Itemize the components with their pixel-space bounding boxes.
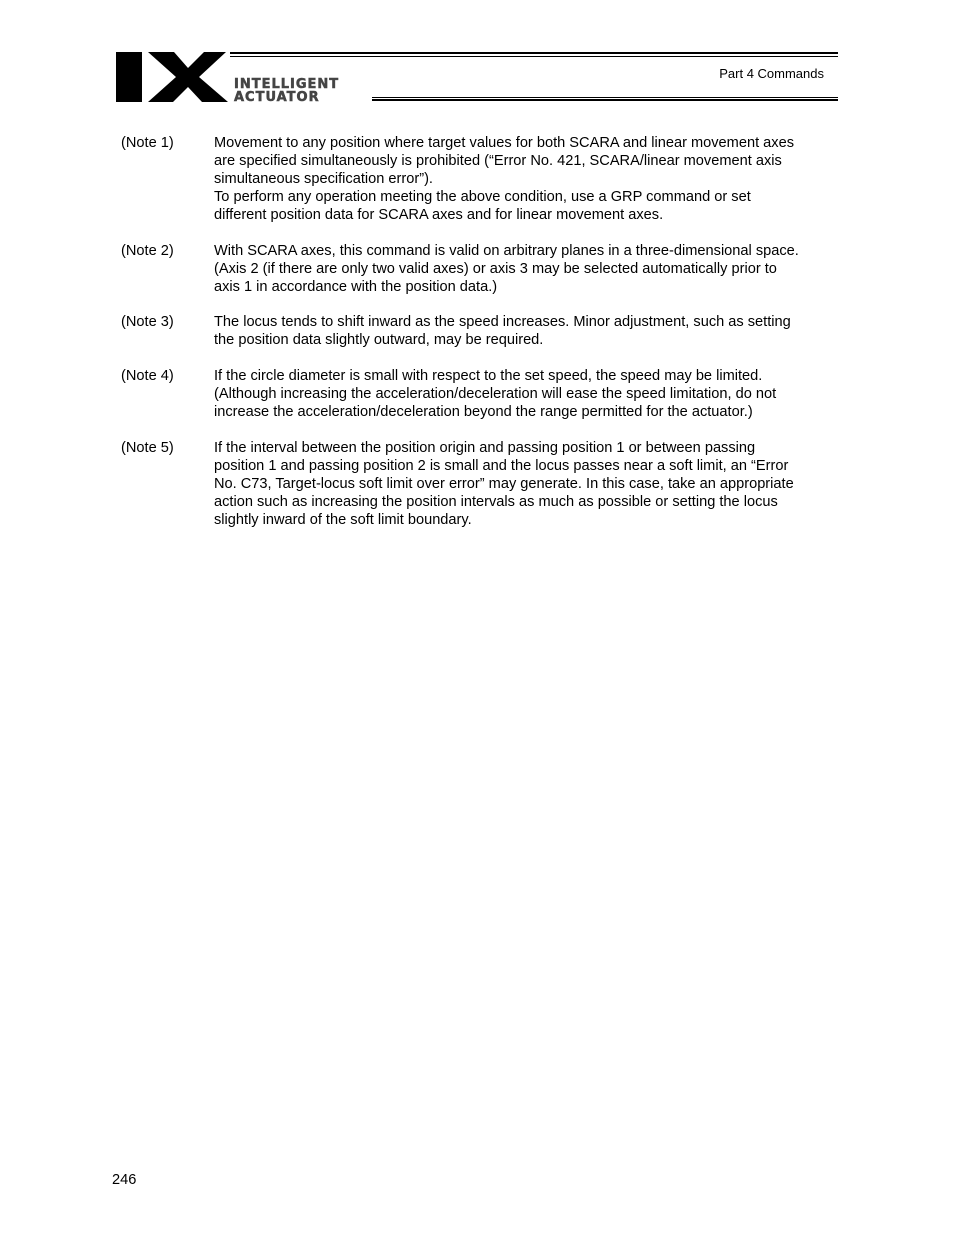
note-label: (Note 5)	[121, 440, 174, 456]
logo-text-intelligent: INTELLIGENT	[234, 77, 340, 92]
note-body	[214, 313, 791, 349]
section-title: Part 4 Commands	[719, 66, 824, 81]
header-rule	[372, 99, 838, 101]
note-line: Movement to any position where target values for both SCARA and linear movement axes	[214, 135, 795, 151]
note-line: The locus tends to shift inward as the speed increases. Minor adjustment, such as setting	[214, 314, 791, 330]
note-body	[214, 134, 794, 224]
note-label: (Note 4)	[121, 368, 174, 384]
note-line: To perform any operation meeting the above condition, use a GRP command or set	[214, 189, 751, 205]
note-line: With SCARA axes, this command is valid on arbitrary planes in a three-dimensional space.	[214, 243, 799, 259]
header-rule	[230, 52, 838, 54]
note-line: the position data slightly outward, may be required.	[214, 332, 544, 348]
note-label: (Note 1)	[121, 135, 174, 151]
note-line: increase the acceleration/deceleration beyond the range permitted for the actuator.)	[214, 404, 753, 420]
header-rule	[372, 97, 838, 98]
note-line: If the circle diameter is small with respect to the set speed, the speed may be limited.	[214, 368, 763, 384]
note-line: position 1 and passing position 2 is small and the locus passes near a soft limit, an “Error	[214, 458, 789, 474]
note-line: are specified simultaneously is prohibited (“Error No. 421, SCARA/linear movement axis	[214, 153, 782, 169]
note-body	[214, 367, 776, 421]
page-number: 246	[112, 1172, 137, 1188]
note-body	[214, 242, 799, 296]
note-line: (Although increasing the acceleration/deceleration will ease the speed limitation, do not	[214, 386, 777, 402]
note-line: different position data for SCARA axes and for linear movement axes.	[214, 207, 664, 223]
note-line: action such as increasing the position intervals as much as possible or setting the locus	[214, 494, 778, 510]
header-rule	[230, 56, 838, 57]
note-line: slightly inward of the soft limit boundary.	[214, 512, 472, 528]
note-body	[214, 439, 794, 529]
note-line: simultaneous specification error”).	[214, 171, 433, 187]
note-label: (Note 2)	[121, 243, 174, 259]
logo-text-actuator: ACTUATOR	[234, 90, 320, 105]
note-line: No. C73, Target-locus soft limit over error” may generate. In this case, take an appropriate	[214, 476, 794, 492]
ix-logo-mark	[116, 52, 228, 102]
note-line: (Axis 2 (if there are only two valid axes) or axis 3 may be selected automatically prior to	[214, 261, 777, 277]
note-line: If the interval between the position origin and passing position 1 or between passing	[214, 440, 756, 456]
note-line: axis 1 in accordance with the position data.)	[214, 279, 498, 295]
note-label: (Note 3)	[121, 314, 174, 330]
